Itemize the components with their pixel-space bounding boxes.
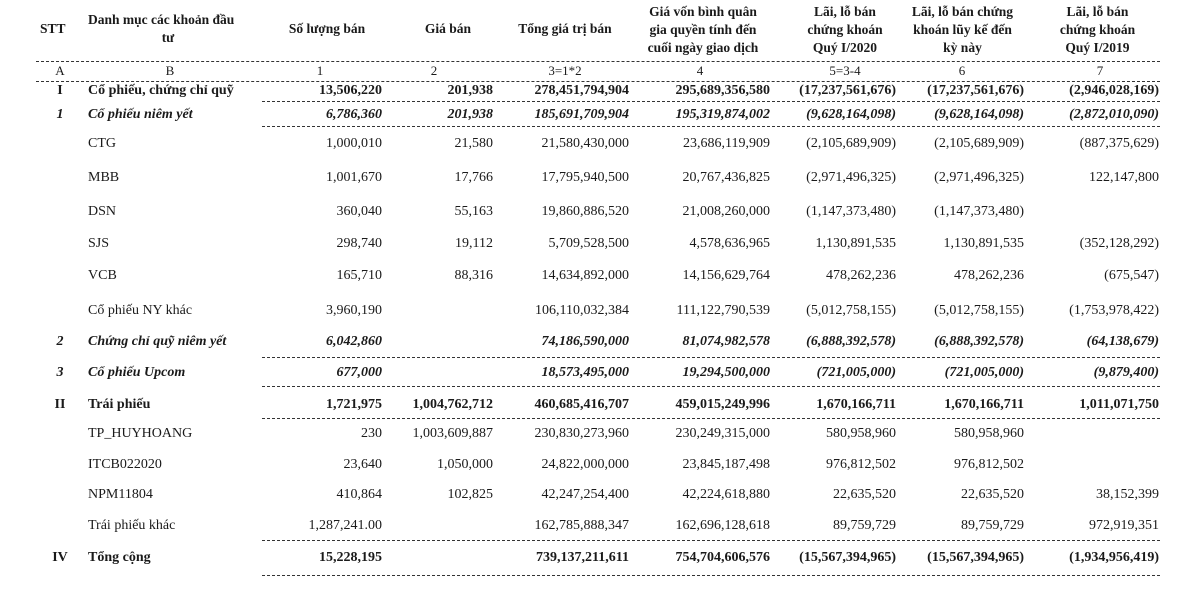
row-price: 201,938 [447,83,493,98]
subheader-2: 2 [430,63,438,78]
row-pl-2020: (9,628,164,098) [806,107,896,122]
row-pl-cumulative: 976,812,502 [954,457,1024,472]
row-total: 106,110,032,384 [535,303,629,318]
row-name: SJS [88,236,110,251]
row-price: 21,580 [454,136,493,151]
row-pl-2020: 1,130,891,535 [815,236,896,251]
row-pl-2019: (1,934,956,419) [1069,550,1159,565]
row-pl-2020: (6,888,392,578) [806,334,896,349]
row-pl-2020: (5,012,758,155) [806,303,896,318]
row-cost: 19,294,500,000 [682,365,770,380]
row-stt: IV [52,550,68,565]
row-pl-2020: 976,812,502 [826,457,896,472]
row-name: DSN [88,204,117,219]
header-category-line2: tư [161,30,175,45]
row-qty: 6,042,860 [326,334,382,349]
row-separator [262,357,1160,358]
row-cost: 4,578,636,965 [689,236,770,251]
row-stt: I [57,83,63,98]
row-pl-cumulative: (5,012,758,155) [934,303,1024,318]
row-pl-2019: (64,138,679) [1086,334,1159,349]
row-price: 1,003,609,887 [412,426,493,441]
row-pl-2020: (2,105,689,909) [806,136,896,151]
row-pl-2019: (2,872,010,090) [1069,107,1159,122]
row-pl-2020: (721,005,000) [816,365,896,380]
row-cost: 23,686,119,909 [683,136,770,151]
header-pl-q1-2020-line1: Lãi, lỗ bán [814,4,876,19]
row-pl-2020: (15,567,394,965) [799,550,896,565]
row-qty: 360,040 [336,204,382,219]
row-total: 460,685,416,707 [534,397,629,412]
subheader-a: A [55,63,65,78]
row-separator [262,101,1160,102]
row-name: NPM11804 [88,487,153,502]
row-name: VCB [88,268,117,283]
subheader-1: 1 [316,63,324,78]
row-name: Cổ phiếu Upcom [88,365,186,380]
row-total: 17,795,940,500 [541,170,629,185]
row-cost: 14,156,629,764 [682,268,770,283]
header-total-value: Tổng giá trị bán [518,21,612,36]
row-total: 19,860,886,520 [541,204,629,219]
row-cost: 459,015,249,996 [675,397,770,412]
row-name: ITCB022020 [88,457,162,472]
header-pl-q1-2020-line2: chứng khoán [807,22,883,37]
row-pl-cumulative: 478,262,236 [954,268,1024,283]
row-cost: 20,767,436,825 [682,170,770,185]
subheader-b: B [165,63,175,78]
subheader-7: 7 [1096,63,1104,78]
row-cost: 230,249,315,000 [675,426,770,441]
row-name: Chứng chỉ quỹ niêm yết [88,334,227,349]
row-total: 24,822,000,000 [541,457,629,472]
row-name: CTG [88,136,116,151]
row-price: 1,004,762,712 [412,397,493,412]
subheader-3: 3=1*2 [548,63,582,78]
row-qty: 165,710 [336,268,382,283]
row-pl-cumulative: 1,670,166,711 [944,397,1024,412]
row-separator [262,575,1160,576]
row-pl-cumulative: (2,105,689,909) [934,136,1024,151]
row-pl-cumulative: 1,130,891,535 [943,236,1024,251]
row-pl-cumulative: (9,628,164,098) [934,107,1024,122]
row-qty: 1,000,010 [326,136,382,151]
row-pl-2020: 22,635,520 [833,487,896,502]
row-pl-2020: 478,262,236 [826,268,896,283]
row-pl-2020: (1,147,373,480) [806,204,896,219]
header-avg-cost-line3: cuối ngày giao dịch [647,40,759,55]
header-pl-cumulative-line1: Lãi, lỗ bán chứng [911,4,1014,19]
header-price: Giá bán [424,21,472,36]
row-name: Trái phiếu khác [88,518,176,533]
row-price: 88,316 [454,268,493,283]
row-price: 1,050,000 [437,457,493,472]
row-price: 19,112 [455,236,493,251]
header-stt: STT [40,21,66,36]
header-pl-q1-2019-line2: chứng khoán [1059,22,1136,37]
row-pl-2019: 122,147,800 [1089,170,1159,185]
row-cost: 111,122,790,539 [676,303,770,318]
row-pl-cumulative: (17,237,561,676) [927,83,1024,98]
row-pl-cumulative: 89,759,729 [961,518,1024,533]
row-price: 201,938 [447,107,493,122]
row-stt: 1 [56,107,64,122]
row-name: Cổ phiếu NY khác [88,303,193,318]
row-pl-cumulative: (721,005,000) [944,365,1024,380]
row-total: 739,137,211,611 [536,550,629,565]
subheader-6: 6 [958,63,966,78]
header-avg-cost-line1: Giá vốn bình quân [649,4,757,19]
row-price: 17,766 [454,170,493,185]
row-price: 102,825 [447,487,493,502]
row-qty: 677,000 [336,365,382,380]
row-name: MBB [88,170,120,185]
row-pl-2019: (887,375,629) [1079,136,1159,151]
row-name: Trái phiếu [88,397,151,412]
row-total: 14,634,892,000 [541,268,629,283]
row-pl-2020: 89,759,729 [833,518,896,533]
header-pl-q1-2020-line3: Quý I/2020 [812,40,878,55]
row-stt: 3 [56,365,64,380]
header-pl-q1-2019-line1: Lãi, lỗ bán [1066,4,1129,19]
row-total: 74,186,590,000 [541,334,629,349]
row-total: 278,451,794,904 [534,83,629,98]
row-total: 162,785,888,347 [534,518,629,533]
row-qty: 3,960,190 [326,303,382,318]
row-pl-2019: 1,011,071,750 [1079,397,1159,412]
row-total: 185,691,709,904 [534,107,629,122]
row-separator [262,540,1160,541]
row-total: 21,580,430,000 [541,136,629,151]
header-qty: Số lượng bán [288,21,366,36]
row-pl-2020: 1,670,166,711 [816,397,896,412]
row-separator [262,386,1160,387]
row-cost: 295,689,356,580 [675,83,770,98]
row-qty: 1,287,241.00 [308,518,382,533]
row-pl-cumulative: (15,567,394,965) [927,550,1024,565]
row-cost: 754,704,606,576 [675,550,770,565]
header-separator [36,61,1160,62]
row-pl-2019: (9,879,400) [1093,365,1159,380]
row-qty: 15,228,195 [319,550,382,565]
row-pl-2019: (2,946,028,169) [1069,83,1159,98]
row-qty: 1,721,975 [326,397,382,412]
row-separator [262,126,1160,127]
row-pl-2019: (1,753,978,422) [1069,303,1159,318]
row-pl-cumulative: (2,971,496,325) [934,170,1024,185]
row-stt: 2 [56,334,64,349]
row-pl-2019: 972,919,351 [1089,518,1159,533]
row-total: 18,573,495,000 [541,365,629,380]
row-pl-2019: (352,128,292) [1079,236,1159,251]
row-pl-2019: 38,152,399 [1096,487,1159,502]
row-pl-cumulative: (1,147,373,480) [934,204,1024,219]
row-qty: 230 [361,426,382,441]
row-total: 42,247,254,400 [541,487,629,502]
row-name: Cổ phiếu niêm yết [88,107,193,122]
subheader-4: 4 [696,63,704,78]
row-qty: 13,506,220 [319,83,382,98]
row-stt: II [54,397,66,412]
row-cost: 162,696,128,618 [675,518,770,533]
header-pl-cumulative-line2: khoán lũy kế đến [913,22,1012,37]
row-qty: 298,740 [336,236,382,251]
subheader-5: 5=3-4 [829,63,861,78]
header-pl-cumulative-line3: kỳ này [943,40,982,55]
row-cost: 81,074,982,578 [682,334,770,349]
header-category-line1: Danh mục các khoản đầu [88,12,235,27]
row-name: Tổng cộng [88,550,151,565]
row-cost: 21,008,260,000 [682,204,770,219]
row-name: Cổ phiếu, chứng chỉ quỹ [88,83,234,98]
row-name: TP_HUYHOANG [88,426,193,441]
row-qty: 23,640 [343,457,382,472]
row-pl-2019: (675,547) [1104,268,1159,283]
header-pl-q1-2019-line3: Quý I/2019 [1065,40,1130,55]
row-cost: 42,224,618,880 [682,487,770,502]
row-pl-2020: (17,237,561,676) [799,83,896,98]
row-price: 55,163 [454,204,493,219]
row-cost: 195,319,874,002 [675,107,770,122]
row-cost: 23,845,187,498 [682,457,770,472]
row-separator [262,418,1160,419]
row-pl-cumulative: 22,635,520 [961,487,1024,502]
row-pl-cumulative: 580,958,960 [954,426,1024,441]
row-total: 230,830,273,960 [534,426,629,441]
row-total: 5,709,528,500 [548,236,629,251]
row-qty: 6,786,360 [326,107,382,122]
row-pl-cumulative: (6,888,392,578) [934,334,1024,349]
row-qty: 410,864 [336,487,382,502]
row-qty: 1,001,670 [326,170,382,185]
row-pl-2020: (2,971,496,325) [806,170,896,185]
header-avg-cost-line2: gia quyền tính đến [649,22,757,37]
row-pl-2020: 580,958,960 [826,426,896,441]
